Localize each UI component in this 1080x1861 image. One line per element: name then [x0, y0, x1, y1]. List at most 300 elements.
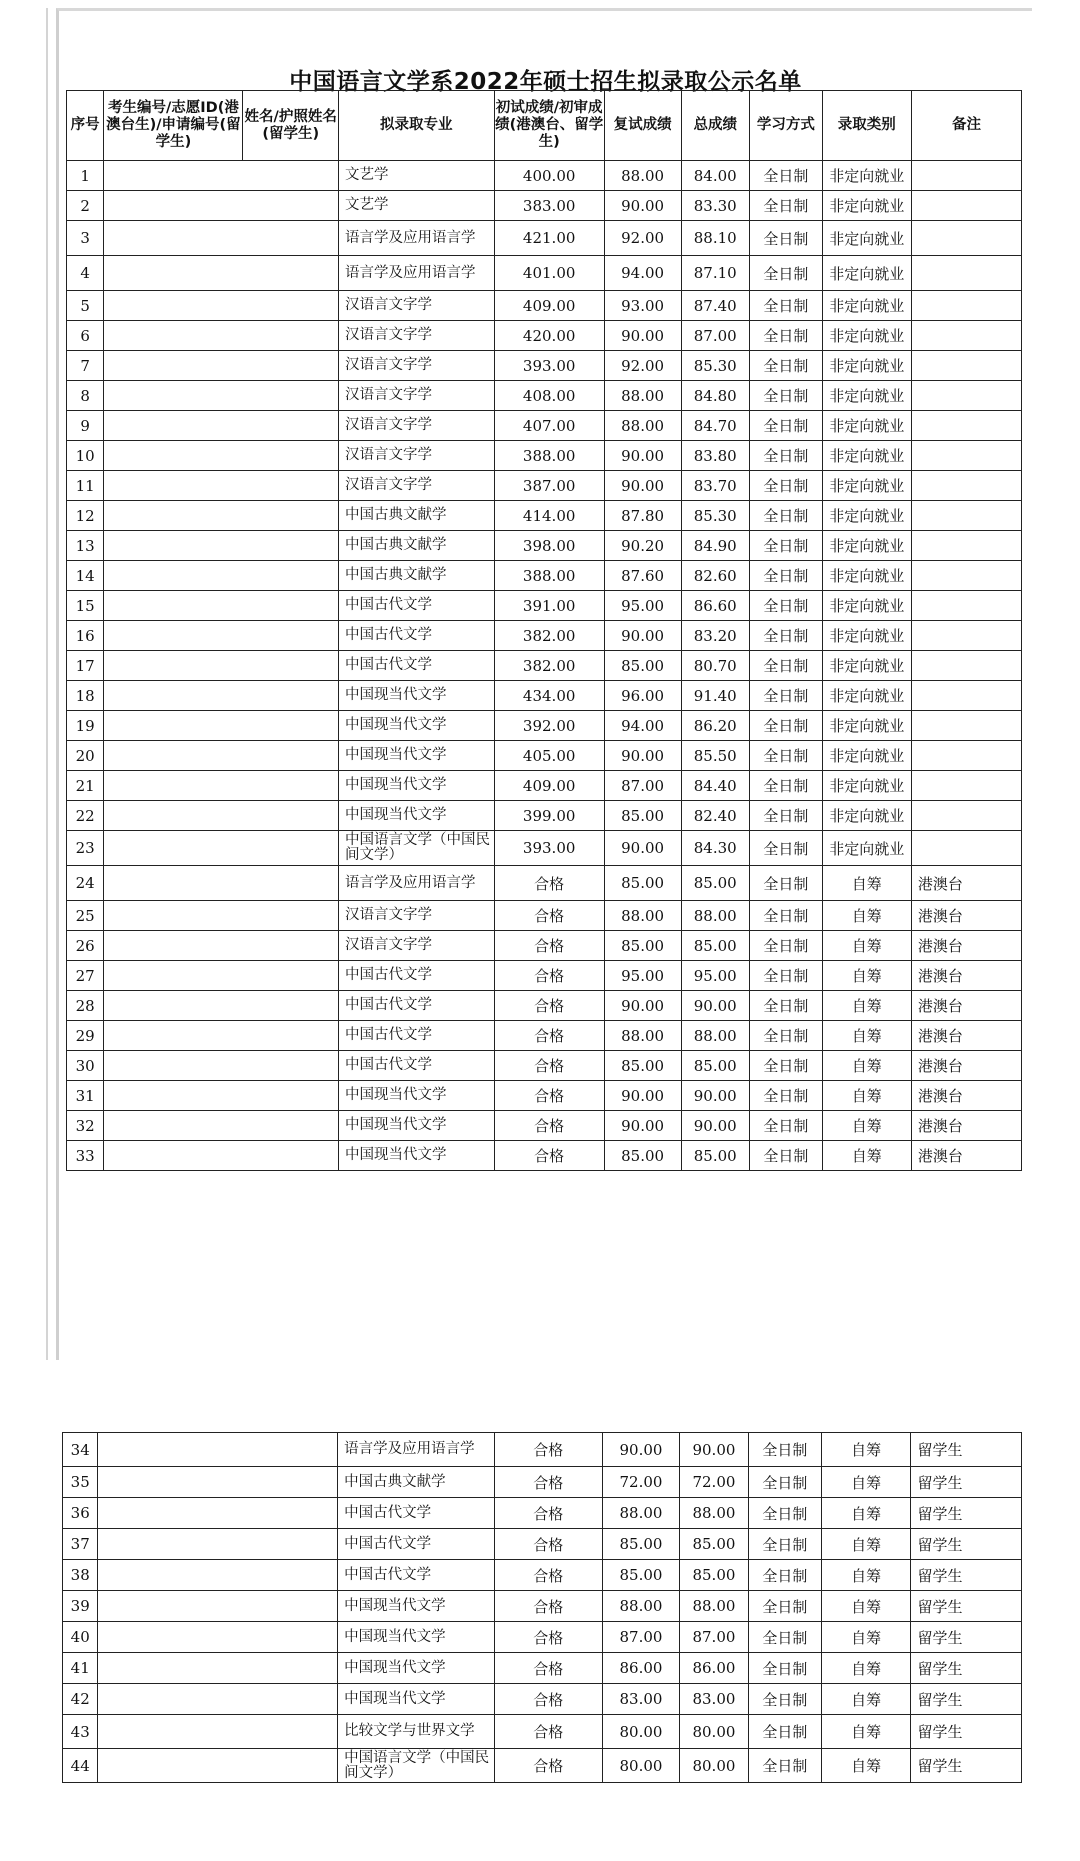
table-row: [67, 621, 1022, 651]
cell-id: [104, 441, 243, 471]
cell-retest: 90.00: [604, 741, 681, 771]
cell-initial: 382.00: [494, 651, 604, 681]
cell-major: [338, 291, 494, 321]
cell-name: [243, 961, 339, 991]
major-text: 中国古代文学: [344, 597, 432, 613]
table-row: [67, 1141, 1022, 1171]
cell-seq: 26: [67, 931, 104, 961]
cell-seq: 38: [63, 1560, 98, 1591]
cell-total: 85.00: [680, 1560, 749, 1591]
cell-mode: 全日制: [750, 351, 823, 381]
cell-total: 88.00: [680, 1498, 749, 1529]
cell-retest: 72.00: [602, 1467, 679, 1498]
cell-retest: 90.00: [604, 441, 681, 471]
cell-name: [243, 191, 339, 221]
major-text: 中国古代文学: [344, 967, 432, 983]
cell-name: [243, 221, 339, 256]
major-text: 中国现当代文学: [344, 1690, 446, 1707]
cell-name: [243, 741, 339, 771]
cell-id: [104, 901, 243, 931]
cell-note: 港澳台: [911, 931, 1021, 961]
cell-mode: 全日制: [748, 1749, 821, 1783]
header-category: 录取类别: [822, 91, 911, 161]
cell-note: [911, 321, 1021, 351]
cell-major: [338, 1715, 494, 1749]
cell-seq: 21: [67, 771, 104, 801]
table-header-row: [67, 91, 1022, 161]
cell-category: 非定向就业: [822, 531, 911, 561]
cell-retest: 87.00: [604, 771, 681, 801]
major-text: 语言学及应用语言学: [344, 229, 476, 246]
cell-retest: 96.00: [604, 681, 681, 711]
major-text: 中国现当代文学: [344, 1597, 446, 1614]
cell-total: 83.80: [681, 441, 750, 471]
cell-name: [243, 531, 339, 561]
cell-seq: 22: [67, 801, 104, 831]
cell-retest: 85.00: [602, 1529, 679, 1560]
cell-id: [104, 161, 243, 191]
cell-total: 85.00: [680, 1529, 749, 1560]
cell-retest: 90.00: [604, 1111, 681, 1141]
table-row: [67, 801, 1022, 831]
major-text: 中国古代文学: [344, 1027, 432, 1043]
cell-total: 88.10: [681, 221, 750, 256]
cell-initial: 合格: [494, 1560, 602, 1591]
cell-name: [238, 1591, 338, 1622]
cell-seq: 17: [67, 651, 104, 681]
cell-retest: 85.00: [604, 931, 681, 961]
cell-note: 港澳台: [911, 961, 1021, 991]
cell-major: [338, 651, 494, 681]
cell-major: [338, 1684, 494, 1715]
cell-seq: 8: [67, 381, 104, 411]
cell-note: 港澳台: [911, 1111, 1021, 1141]
cell-name: [243, 591, 339, 621]
major-text: 汉语言文字学: [344, 937, 432, 953]
cell-seq: 39: [63, 1591, 98, 1622]
cell-major: [338, 1467, 494, 1498]
header-id: 考生编号/志愿ID(港澳台生)/申请编号(留学生): [104, 91, 243, 161]
cell-seq: 41: [63, 1653, 98, 1684]
cell-mode: 全日制: [750, 1051, 823, 1081]
cell-name: [243, 831, 339, 866]
header-retest: 复试成绩: [604, 91, 681, 161]
cell-name: [243, 651, 339, 681]
table-row: [67, 411, 1022, 441]
cell-category: 非定向就业: [822, 711, 911, 741]
cell-initial: 382.00: [494, 621, 604, 651]
cell-note: 港澳台: [911, 991, 1021, 1021]
table-row: [63, 1684, 1022, 1715]
cell-note: 留学生: [911, 1560, 1022, 1591]
cell-seq: 29: [67, 1021, 104, 1051]
cell-name: [238, 1560, 338, 1591]
cell-total: 84.70: [681, 411, 750, 441]
cell-mode: 全日制: [750, 291, 823, 321]
cell-major: [338, 801, 494, 831]
cell-seq: 12: [67, 501, 104, 531]
table-row: [67, 1081, 1022, 1111]
admission-table-page-2: [62, 1432, 1022, 1783]
major-text: 语言学及应用语言学: [344, 1441, 475, 1457]
cell-retest: 95.00: [604, 591, 681, 621]
cell-major: [338, 591, 494, 621]
cell-note: 留学生: [911, 1715, 1022, 1749]
table-row: [63, 1560, 1022, 1591]
cell-id: [104, 931, 243, 961]
cell-mode: 全日制: [750, 961, 823, 991]
cell-category: 自筹: [822, 1141, 911, 1171]
cell-name: [243, 501, 339, 531]
cell-seq: 10: [67, 441, 104, 471]
cell-initial: 合格: [494, 1653, 602, 1684]
cell-seq: 4: [67, 256, 104, 291]
cell-name: [243, 351, 339, 381]
cell-total: 82.60: [681, 561, 750, 591]
cell-major: [338, 351, 494, 381]
major-text: 语言学及应用语言学: [344, 874, 476, 891]
cell-initial: 409.00: [494, 771, 604, 801]
cell-note: [911, 681, 1021, 711]
cell-major: [338, 931, 494, 961]
cell-initial: 388.00: [494, 561, 604, 591]
cell-major: [338, 1591, 494, 1622]
cell-name: [243, 866, 339, 901]
cell-initial: 393.00: [494, 351, 604, 381]
table-row: [67, 931, 1022, 961]
cell-mode: 全日制: [750, 561, 823, 591]
table-row: [67, 351, 1022, 381]
cell-initial: 合格: [494, 1141, 604, 1171]
cell-retest: 86.00: [602, 1653, 679, 1684]
major-text: 汉语言文字学: [344, 327, 432, 343]
cell-retest: 90.00: [604, 991, 681, 1021]
cell-seq: 2: [67, 191, 104, 221]
cell-name: [243, 471, 339, 501]
cell-retest: 85.00: [602, 1560, 679, 1591]
cell-major: [338, 901, 494, 931]
cell-id: [98, 1560, 238, 1591]
cell-id: [104, 1081, 243, 1111]
cell-initial: 合格: [494, 1591, 602, 1622]
cell-name: [238, 1498, 338, 1529]
cell-mode: 全日制: [750, 161, 823, 191]
cell-major: [338, 1081, 494, 1111]
cell-seq: 33: [67, 1141, 104, 1171]
cell-note: 港澳台: [911, 1141, 1021, 1171]
major-text: 中国古典文献学: [344, 567, 447, 583]
cell-initial: 387.00: [494, 471, 604, 501]
cell-major: [338, 1560, 494, 1591]
major-text: 中国古代文学: [344, 1057, 432, 1073]
table-row: [63, 1622, 1022, 1653]
table-row: [67, 681, 1022, 711]
cell-seq: 43: [63, 1715, 98, 1749]
cell-mode: 全日制: [750, 191, 823, 221]
cell-note: 留学生: [911, 1433, 1022, 1467]
cell-mode: 全日制: [750, 1021, 823, 1051]
cell-category: 非定向就业: [822, 591, 911, 621]
cell-note: [911, 771, 1021, 801]
cell-mode: 全日制: [748, 1591, 821, 1622]
table-row: [67, 256, 1022, 291]
major-text: 中国现当代文学: [344, 717, 447, 733]
cell-initial: 383.00: [494, 191, 604, 221]
cell-initial: 合格: [494, 1433, 602, 1467]
cell-seq: 27: [67, 961, 104, 991]
cell-seq: 13: [67, 531, 104, 561]
cell-note: [911, 501, 1021, 531]
cell-major: [338, 1749, 494, 1783]
cell-id: [104, 801, 243, 831]
cell-id: [104, 471, 243, 501]
cell-id: [104, 351, 243, 381]
cell-mode: 全日制: [750, 321, 823, 351]
cell-id: [104, 621, 243, 651]
cell-category: 自筹: [821, 1560, 911, 1591]
table-row: [67, 711, 1022, 741]
cell-name: [243, 1021, 339, 1051]
cell-note: 留学生: [911, 1749, 1022, 1783]
cell-major: [338, 1021, 494, 1051]
cell-total: 85.00: [681, 866, 750, 901]
cell-id: [104, 381, 243, 411]
cell-initial: 合格: [494, 1498, 602, 1529]
cell-seq: 28: [67, 991, 104, 1021]
major-text: 中国语言文学（中国民间文学）: [344, 832, 490, 863]
cell-major: [338, 441, 494, 471]
major-text: 中国古代文学: [344, 627, 432, 643]
cell-mode: 全日制: [748, 1622, 821, 1653]
cell-note: [911, 191, 1021, 221]
cell-total: 85.30: [681, 501, 750, 531]
cell-initial: 合格: [494, 1749, 602, 1783]
table-row: [67, 471, 1022, 501]
cell-note: 留学生: [911, 1467, 1022, 1498]
cell-total: 72.00: [680, 1467, 749, 1498]
cell-initial: 393.00: [494, 831, 604, 866]
header-initial: 初试成绩/初审成绩(港澳台、留学生): [494, 91, 604, 161]
cell-retest: 85.00: [604, 651, 681, 681]
cell-note: 港澳台: [911, 901, 1021, 931]
cell-mode: 全日制: [748, 1433, 821, 1467]
cell-total: 82.40: [681, 801, 750, 831]
cell-retest: 85.00: [604, 801, 681, 831]
cell-total: 87.10: [681, 256, 750, 291]
cell-major: [338, 771, 494, 801]
cell-note: [911, 621, 1021, 651]
cell-retest: 88.00: [604, 901, 681, 931]
cell-major: [338, 1141, 494, 1171]
cell-category: 自筹: [822, 1081, 911, 1111]
cell-initial: 合格: [494, 991, 604, 1021]
cell-id: [98, 1622, 238, 1653]
table-row: [63, 1529, 1022, 1560]
table-row: [67, 866, 1022, 901]
cell-initial: 400.00: [494, 161, 604, 191]
major-text: 中国现当代文学: [344, 807, 447, 823]
table-row: [63, 1715, 1022, 1749]
cell-retest: 93.00: [604, 291, 681, 321]
cell-retest: 90.00: [604, 191, 681, 221]
major-text: 中国现当代文学: [344, 777, 447, 793]
cell-mode: 全日制: [748, 1684, 821, 1715]
cell-retest: 85.00: [604, 1141, 681, 1171]
cell-note: [911, 831, 1021, 866]
cell-note: 留学生: [911, 1529, 1022, 1560]
header-seq: 序号: [67, 91, 104, 161]
cell-category: 非定向就业: [822, 651, 911, 681]
admission-table-page-1: [66, 90, 1022, 1171]
cell-mode: 全日制: [750, 1111, 823, 1141]
major-text: 中国现当代文学: [344, 1147, 447, 1163]
cell-category: 自筹: [822, 931, 911, 961]
cell-category: 自筹: [822, 991, 911, 1021]
cell-id: [104, 531, 243, 561]
header-note: 备注: [911, 91, 1021, 161]
cell-note: [911, 471, 1021, 501]
cell-retest: 88.00: [602, 1498, 679, 1529]
cell-category: 自筹: [821, 1498, 911, 1529]
cell-id: [104, 1141, 243, 1171]
cell-retest: 90.00: [604, 471, 681, 501]
cell-name: [238, 1622, 338, 1653]
cell-id: [98, 1467, 238, 1498]
cell-category: 非定向就业: [822, 321, 911, 351]
cell-id: [98, 1715, 238, 1749]
cell-major: [338, 191, 494, 221]
cell-initial: 414.00: [494, 501, 604, 531]
cell-name: [243, 681, 339, 711]
cell-major: [338, 381, 494, 411]
major-text: 中国现当代文学: [344, 747, 447, 763]
cell-category: 非定向就业: [822, 191, 911, 221]
major-text: 中国古代文学: [344, 657, 432, 673]
cell-note: [911, 351, 1021, 381]
cell-note: 港澳台: [911, 1021, 1021, 1051]
major-text: 中国古代文学: [344, 1535, 432, 1552]
cell-total: 88.00: [680, 1591, 749, 1622]
cell-mode: 全日制: [750, 441, 823, 471]
cell-mode: 全日制: [748, 1560, 821, 1591]
cell-total: 80.00: [680, 1749, 749, 1783]
cell-id: [104, 831, 243, 866]
cell-name: [243, 1111, 339, 1141]
table-row: [67, 901, 1022, 931]
cell-major: [338, 681, 494, 711]
cell-category: 非定向就业: [822, 501, 911, 531]
table-row: [67, 191, 1022, 221]
cell-mode: 全日制: [750, 1081, 823, 1111]
table-row: [67, 771, 1022, 801]
cell-mode: 全日制: [750, 531, 823, 561]
cell-initial: 合格: [494, 1715, 602, 1749]
cell-category: 非定向就业: [822, 291, 911, 321]
major-text: 汉语言文字学: [344, 297, 432, 313]
table-row: [67, 501, 1022, 531]
cell-major: [338, 471, 494, 501]
cell-mode: 全日制: [750, 651, 823, 681]
cell-major: [338, 1653, 494, 1684]
cell-id: [104, 681, 243, 711]
cell-name: [238, 1684, 338, 1715]
major-text: 语言学及应用语言学: [344, 264, 476, 281]
cell-name: [243, 901, 339, 931]
cell-seq: 25: [67, 901, 104, 931]
cell-total: 80.00: [680, 1715, 749, 1749]
cell-retest: 94.00: [604, 256, 681, 291]
page-title: 中国语言文学系2022年硕士招生拟录取公示名单: [289, 69, 802, 95]
cell-mode: 全日制: [750, 471, 823, 501]
cell-name: [243, 561, 339, 591]
cell-mode: 全日制: [748, 1529, 821, 1560]
cell-initial: 合格: [494, 1021, 604, 1051]
cell-id: [104, 321, 243, 351]
major-text: 汉语言文字学: [344, 907, 432, 923]
major-text: 中国现当代文学: [344, 687, 447, 703]
cell-id: [98, 1653, 238, 1684]
cell-total: 83.20: [681, 621, 750, 651]
cell-id: [104, 1021, 243, 1051]
cell-category: 自筹: [821, 1684, 911, 1715]
cell-id: [104, 591, 243, 621]
cell-name: [238, 1653, 338, 1684]
cell-initial: 399.00: [494, 801, 604, 831]
cell-id: [98, 1433, 238, 1467]
major-text: 比较文学与世界文学: [344, 1723, 475, 1739]
cell-retest: 90.20: [604, 531, 681, 561]
cell-initial: 407.00: [494, 411, 604, 441]
cell-mode: 全日制: [750, 501, 823, 531]
cell-note: 港澳台: [911, 1081, 1021, 1111]
cell-total: 88.00: [681, 1021, 750, 1051]
cell-category: 自筹: [821, 1749, 911, 1783]
table-row: [63, 1749, 1022, 1783]
cell-note: 留学生: [911, 1591, 1022, 1622]
cell-seq: 32: [67, 1111, 104, 1141]
cell-mode: 全日制: [748, 1467, 821, 1498]
cell-initial: 388.00: [494, 441, 604, 471]
cell-initial: 合格: [494, 866, 604, 901]
cell-major: [338, 991, 494, 1021]
cell-initial: 合格: [494, 1622, 602, 1653]
major-text: 文艺学: [344, 197, 389, 213]
cell-major: [338, 711, 494, 741]
cell-category: 非定向就业: [822, 256, 911, 291]
cell-major: [338, 411, 494, 441]
cell-initial: 392.00: [494, 711, 604, 741]
cell-major: [338, 1498, 494, 1529]
cell-major: [338, 1111, 494, 1141]
table-row: [67, 651, 1022, 681]
cell-name: [238, 1715, 338, 1749]
table-row: [67, 991, 1022, 1021]
cell-category: 自筹: [821, 1529, 911, 1560]
cell-seq: 6: [67, 321, 104, 351]
table-row: [67, 591, 1022, 621]
cell-major: [338, 161, 494, 191]
cell-retest: 94.00: [604, 711, 681, 741]
cell-id: [104, 771, 243, 801]
cell-note: [911, 256, 1021, 291]
cell-major: [338, 621, 494, 651]
cell-initial: 408.00: [494, 381, 604, 411]
cell-mode: 全日制: [750, 831, 823, 866]
cell-name: [243, 411, 339, 441]
major-text: 中国现当代文学: [344, 1087, 447, 1103]
cell-name: [243, 321, 339, 351]
major-text: 中国古典文献学: [344, 507, 447, 523]
